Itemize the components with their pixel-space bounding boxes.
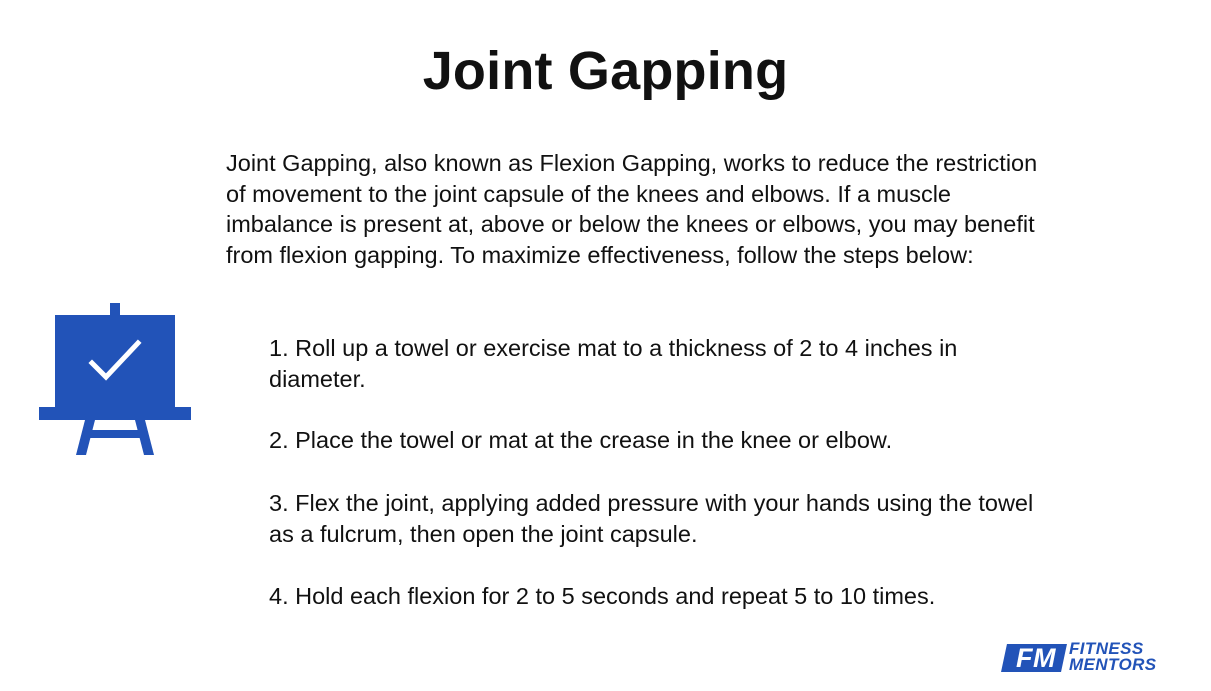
step-item-1: 1. Roll up a towel or exercise mat to a thickness of 2 to 4 inches in diameter. xyxy=(269,335,958,392)
logo-word-fitness: FITNESS xyxy=(1069,639,1144,658)
logo-wordmark xyxy=(1069,641,1157,673)
step-item-4: 4. Hold each flexion for 2 to 5 seconds and repeat 5 to 10 times. xyxy=(269,583,936,609)
page-title: Joint Gapping xyxy=(422,41,789,101)
step-item-2: 2. Place the towel or mat at the crease in the knee or elbow. xyxy=(269,427,893,453)
step-item-3: 3. Flex the joint, applying added pressure with your hands using the towel as a fulcrum, then open the joint capsule. xyxy=(269,490,1034,547)
logo-monogram: FM xyxy=(1016,643,1056,673)
easel-checkmark-icon xyxy=(39,303,191,457)
logo-word-mentors: MENTORS xyxy=(1069,655,1157,674)
intro-paragraph: Joint Gapping, also known as Flexion Gapping, works to reduce the restriction of movement to the joint capsule of the knees and elbows. If a muscle imbalance is present at, above or below the knees or elbows, you may benefit from flexion gapping. To maximize effectiveness, follow the steps below: xyxy=(226,150,1038,268)
fitness-mentors-logo xyxy=(1004,640,1178,676)
